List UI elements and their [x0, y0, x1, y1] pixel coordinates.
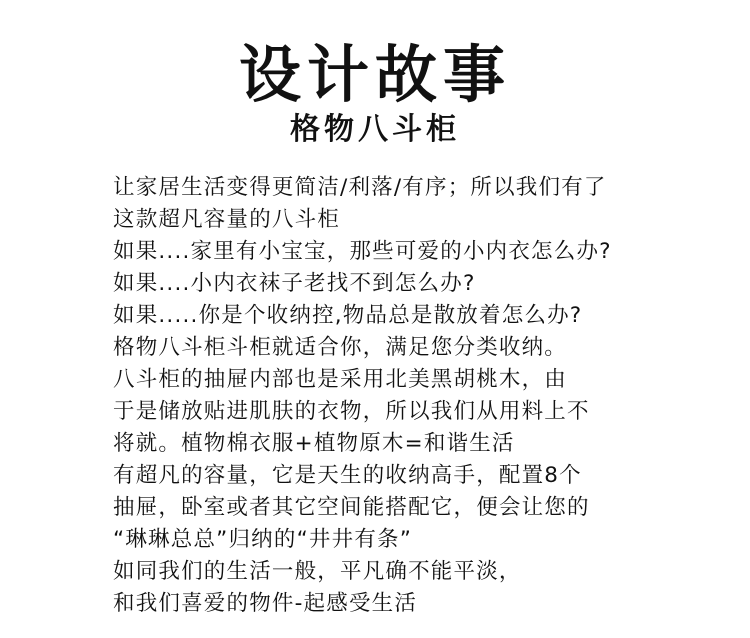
story-line: 让家居生活变得更简洁/利落/有序；所以我们有了	[113, 175, 607, 200]
story-line: 如果....小内衣袜子老找不到怎么办?	[113, 271, 476, 296]
story-line: 如同我们的生活一般，平凡确不能平淡，	[113, 559, 522, 584]
page-subtitle: 格物八斗柜	[290, 112, 460, 147]
story-line: 和我们喜爱的物件-起感受生活	[113, 591, 418, 616]
story-text	[113, 172, 713, 620]
story-line: “琳琳总总”归纳的“井井有条”	[113, 527, 413, 552]
story-line: 这款超凡容量的八斗柜	[113, 207, 341, 232]
story-line: 八斗柜的抽屉内部也是采用北美黑胡桃木，由	[113, 367, 568, 392]
story-line: 于是储放贴进肌肤的衣物，所以我们从用料上不	[113, 399, 590, 424]
story-line: 如果....家里有小宝宝，那些可爱的小内衣怎么办?	[113, 239, 612, 264]
story-line: 将就。植物棉衣服+植物原木=和谐生活	[113, 431, 515, 456]
story-line: 有超凡的容量，它是天生的收纳高手，配置8个	[113, 463, 582, 488]
story-line: 如果.....你是个收纳控,物品总是散放着怎么办?	[113, 303, 583, 328]
page-title: 设计故事	[238, 38, 511, 111]
story-line: 格物八斗柜斗柜就适合你，满足您分类收纳。	[113, 335, 568, 360]
story-line: 抽屉，卧室或者其它空间能搭配它，便会让您的	[113, 495, 590, 520]
